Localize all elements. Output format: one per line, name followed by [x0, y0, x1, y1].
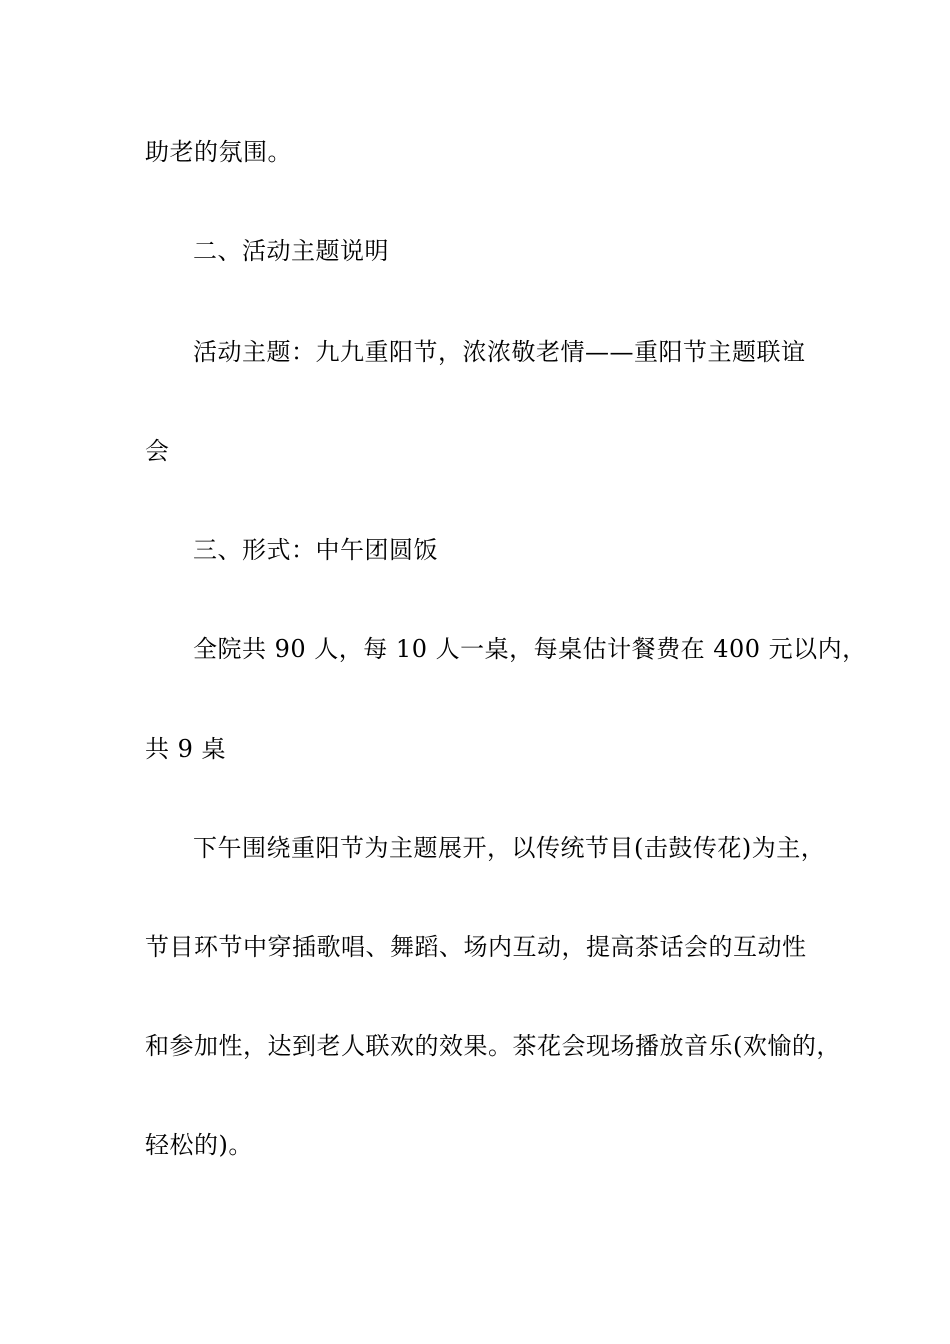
paragraph-afternoon-line-1: 下午围绕重阳节为主题展开，以传统节目(击鼓传花)为主，: [193, 834, 826, 862]
paragraph-afternoon-line-2: 节目环节中穿插歌唱、舞蹈、场内互动，提高茶话会的互动性: [145, 933, 807, 961]
paragraph-afternoon-line-4: 轻松的)。: [145, 1131, 253, 1159]
paragraph-afternoon-line-3: 和参加性，达到老人联欢的效果。茶花会现场播放音乐(欢愉的，: [145, 1032, 841, 1060]
paragraph-theme-line-1: 活动主题：九九重阳节，浓浓敬老情——重阳节主题联谊: [193, 338, 806, 366]
paragraph-meal-line-2: 共 9 桌: [145, 735, 227, 763]
paragraph-meal-line-1: 全院共 90 人，每 10 人一桌，每桌估计餐费在 400 元以内，: [193, 635, 867, 663]
paragraph-theme-line-2: 会: [145, 437, 170, 465]
paragraph-line-1: 助老的氛围。: [145, 138, 292, 166]
section-heading-3: 三、形式：中午团圆饭: [193, 536, 438, 564]
section-heading-2: 二、活动主题说明: [193, 237, 389, 265]
